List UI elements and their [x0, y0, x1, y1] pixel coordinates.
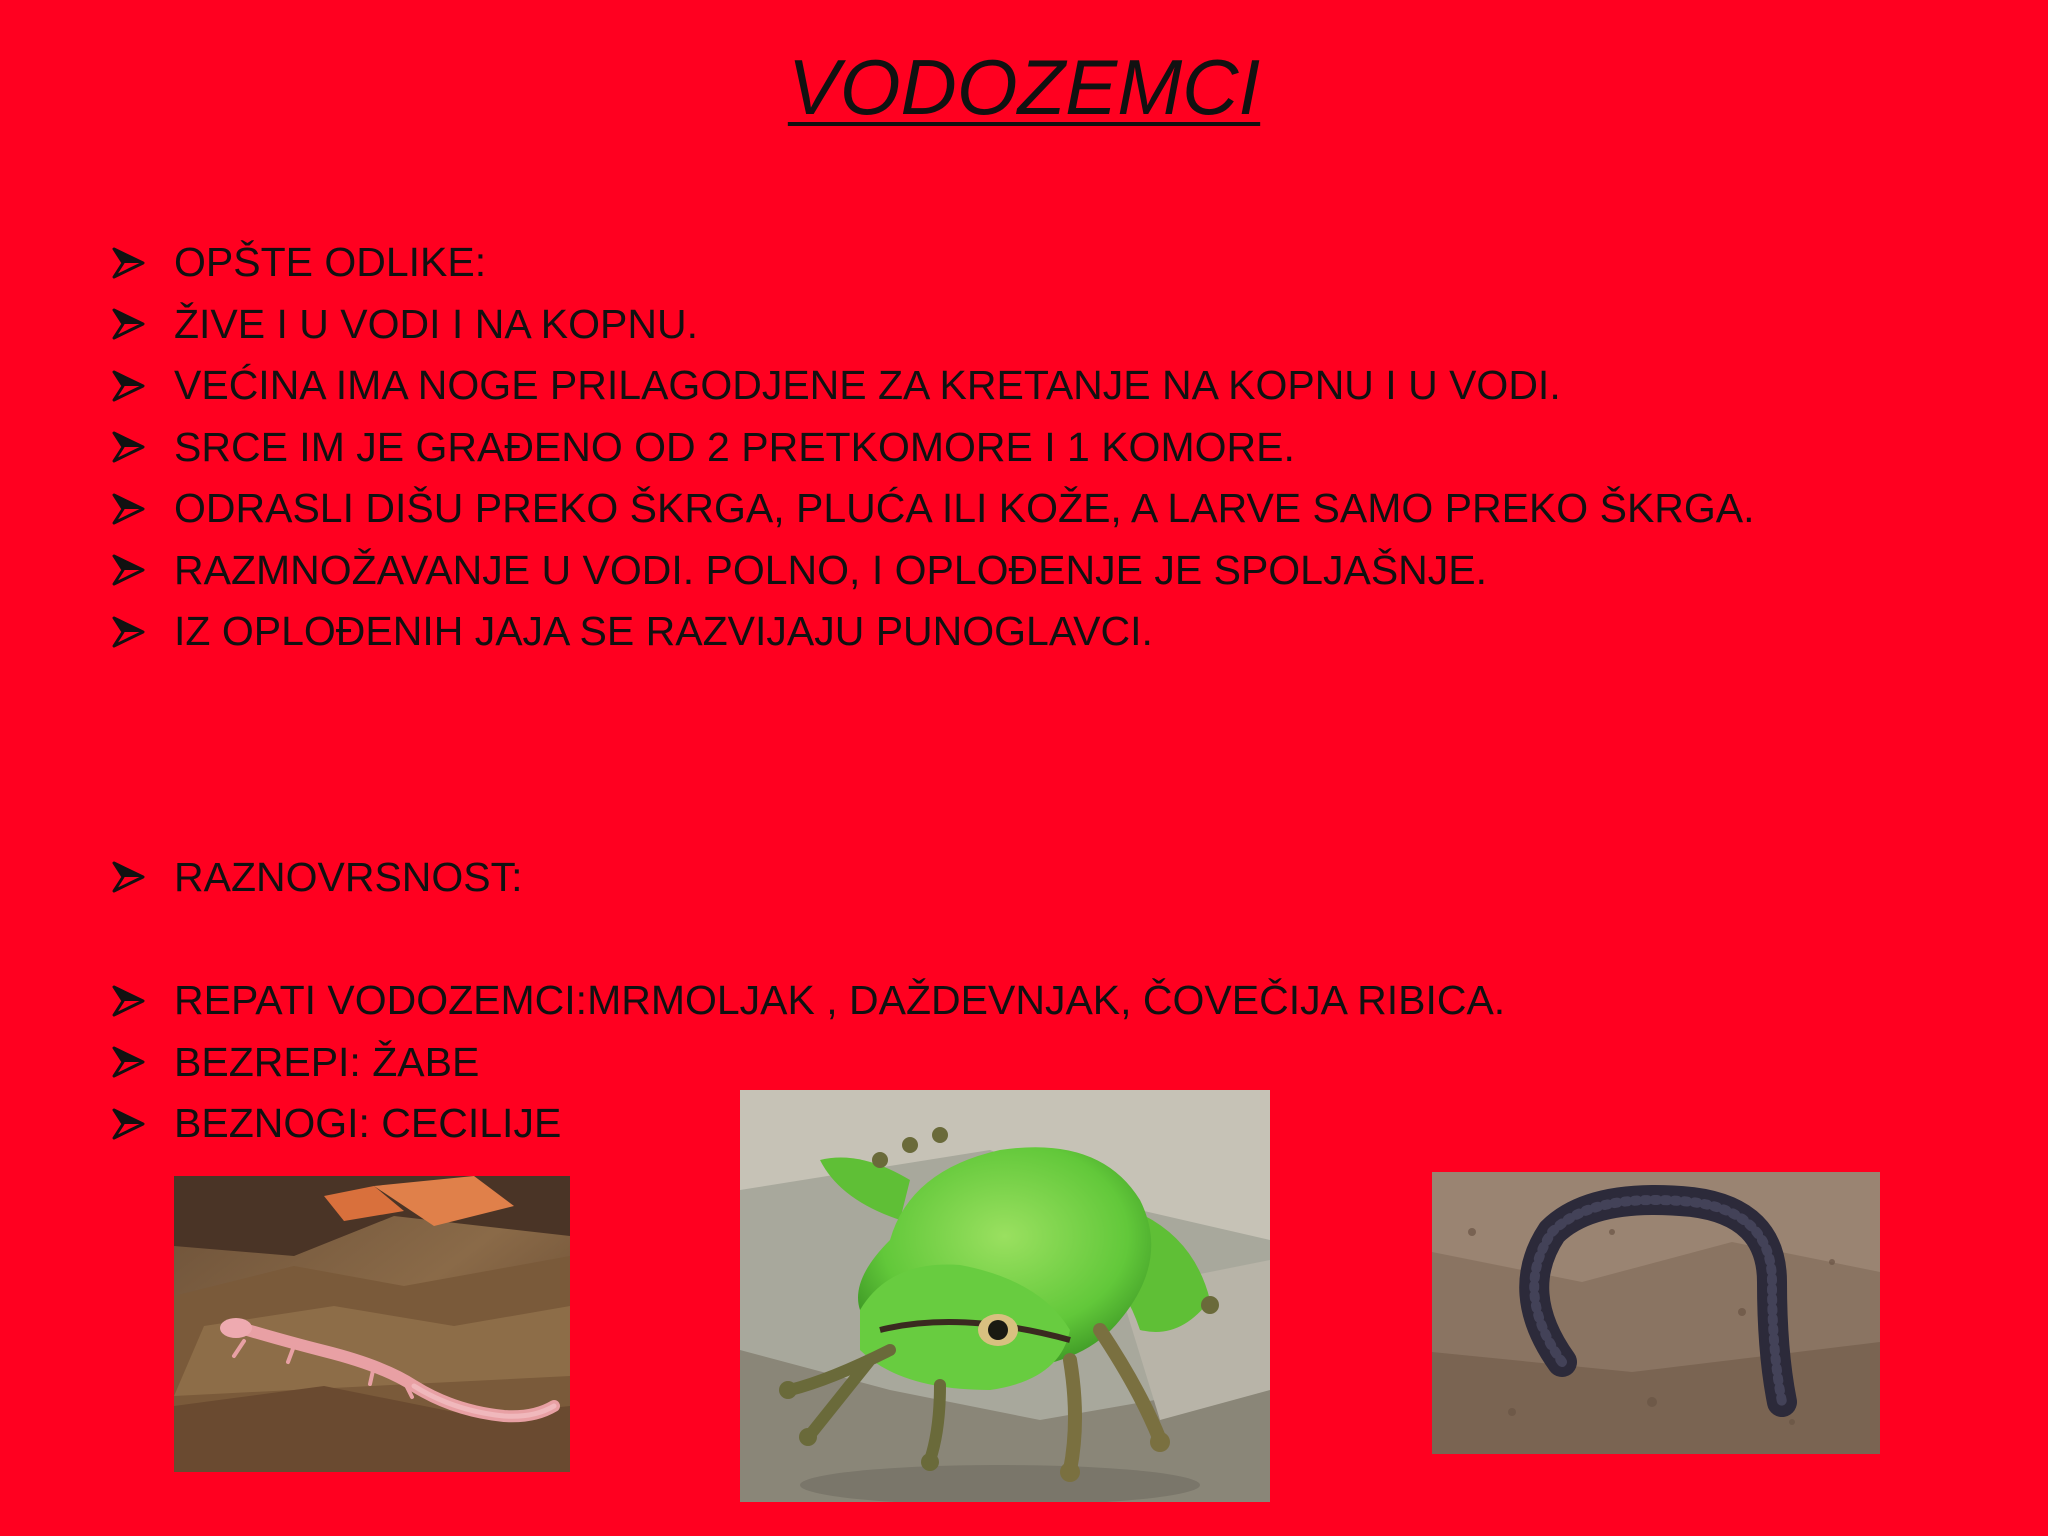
arrow-bullet-icon: [112, 1107, 174, 1141]
arrow-bullet-icon: [112, 1045, 174, 1079]
bullet-item: [112, 847, 1972, 909]
arrow-bullet-icon: [112, 553, 174, 587]
bullet-item: [112, 294, 1972, 356]
arrow-bullet-icon: [112, 860, 174, 894]
bullet-item: [112, 417, 1972, 479]
arrow-bullet-icon: [112, 307, 174, 341]
salamander-photo: [174, 1176, 570, 1472]
caecilian-photo: [1432, 1172, 1880, 1454]
bullet-text: RAZMNOŽAVANJE U VODI. POLNO, I OPLOĐENJE JE SPOLJAŠNJE.: [174, 546, 1488, 593]
arrow-bullet-icon: [112, 984, 174, 1018]
arrow-bullet-icon: [112, 246, 174, 280]
bullet-text: SRCE IM JE GRAĐENO OD 2 PRETKOMORE I 1 KOMORE.: [174, 423, 1295, 470]
bullet-item: [112, 355, 1972, 417]
arrow-bullet-icon: [112, 369, 174, 403]
bullet-text: RAZNOVRSNOST:: [174, 853, 523, 900]
arrow-bullet-icon: [112, 430, 174, 464]
bullet-text: REPATI VODOZEMCI:MRMOLJAK , DAŽDEVNJAK, ČOVEČIJA RIBICA.: [174, 977, 1506, 1024]
slide-title: VODOZEMCI: [787, 43, 1261, 131]
bullet-item: [112, 540, 1972, 602]
frog-photo: [740, 1090, 1270, 1502]
bullet-text: OPŠTE ODLIKE:: [174, 239, 487, 286]
bullet-text: BEZNOGI: CECILIJE: [174, 1100, 562, 1147]
arrow-bullet-icon: [112, 615, 174, 649]
bullet-text: BEZREPI: ŽABE: [174, 1038, 480, 1085]
bullet-item: [112, 1032, 1972, 1094]
bullet-text: IZ OPLOĐENIH JAJA SE RAZVIJAJU PUNOGLAVCI.: [174, 608, 1153, 655]
bullet-item: [112, 601, 1972, 663]
arrow-bullet-icon: [112, 492, 174, 526]
bullet-text: ODRASLI DIŠU PREKO ŠKRGA, PLUĆA ILI KOŽE, A LARVE SAMO PREKO ŠKRGA.: [174, 485, 1755, 532]
bullet-item: [112, 232, 1972, 294]
bullet-text: ŽIVE I U VODI I NA KOPNU.: [174, 300, 698, 347]
bullet-text: VEĆINA IMA NOGE PRILAGODJENE ZA KRETANJE NA KOPNU I U VODI.: [174, 362, 1561, 409]
bullet-list: [112, 232, 1972, 1155]
bullet-item: [112, 970, 1972, 1032]
bullet-item: [112, 478, 1972, 540]
